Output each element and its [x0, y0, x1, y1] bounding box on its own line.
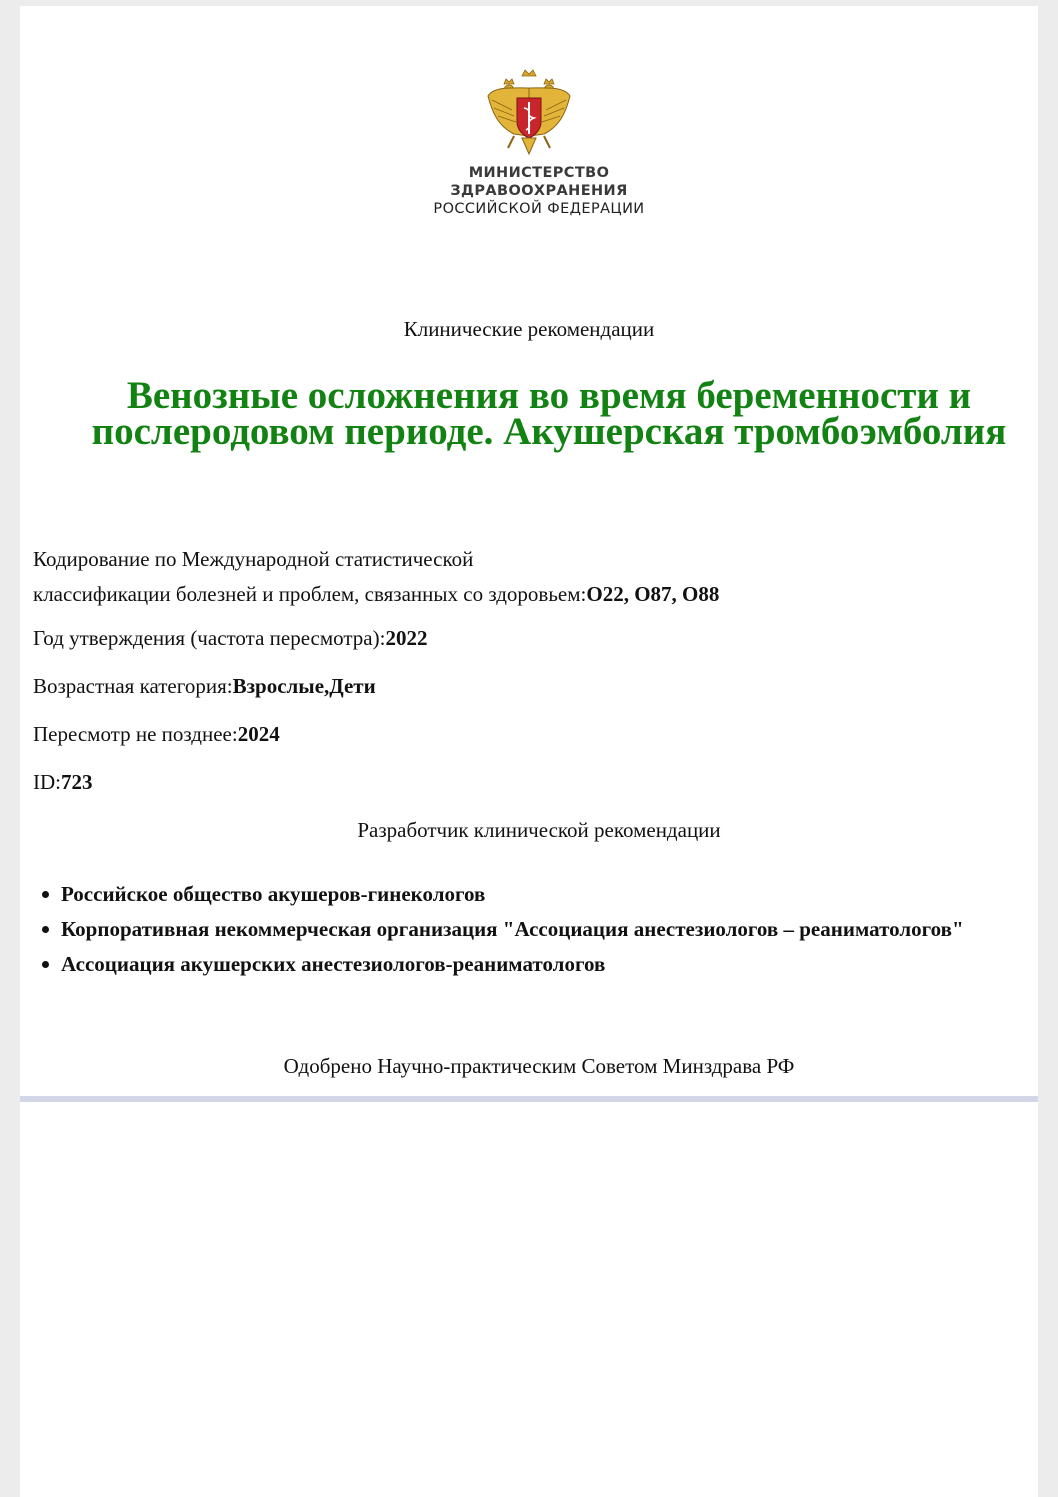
- ministry-line-2: ЗДРАВООХРАНЕНИЯ: [450, 183, 628, 199]
- review-deadline-value: 2024: [237, 722, 280, 746]
- ministry-line-3: РОССИЙСКОЙ ФЕДЕРАЦИИ: [433, 201, 645, 217]
- developers-heading: Разработчик клинической рекомендации: [357, 818, 721, 842]
- review-deadline: [33, 722, 1023, 747]
- list-item: Ассоциация акушерских анестезиологов-реаниматологов: [61, 947, 1044, 981]
- developers-list: [40, 877, 1044, 982]
- icd-coding: [33, 542, 1023, 612]
- ministry-name: [20, 164, 1058, 218]
- age-category-value: Взрослые,Дети: [232, 674, 376, 698]
- icd-line-2: [33, 577, 1023, 612]
- age-category-label: Возрастная категория:: [33, 674, 233, 698]
- approval-year-label: Год утверждения (частота пересмотра):: [33, 626, 386, 650]
- document-id-value: 723: [61, 770, 93, 794]
- document-page: [20, 6, 1038, 1497]
- icd-label-line-2: классификации болезней и проблем, связанных со здоровьем:: [33, 582, 587, 606]
- icd-codes: O22, O87, O88: [586, 582, 720, 606]
- document-title: Венозные осложнения во время беременности и послеродовом периоде. Акушерская тромбоэмболия: [91, 374, 1007, 453]
- age-category: [33, 674, 1023, 699]
- emblem-container: [20, 66, 1038, 167]
- approval-note: Одобрено Научно-практическим Советом Минздрава РФ: [283, 1054, 795, 1078]
- page-divider: [20, 1096, 1038, 1102]
- double-headed-eagle-emblem-icon: [484, 66, 574, 162]
- approval-year-value: 2022: [385, 626, 428, 650]
- document-id-label: ID:: [33, 770, 61, 794]
- list-item: Корпоративная некоммерческая организация "Ассоциация анестезиологов – реаниматологов": [61, 912, 1044, 946]
- icd-label-line-1: Кодирование по Международной статистической: [33, 547, 474, 571]
- document-type: Клинические рекомендации: [403, 317, 655, 341]
- list-item: Российское общество акушеров-гинекологов: [61, 877, 1044, 911]
- document-id: [33, 770, 1023, 795]
- approval-year: [33, 626, 1023, 651]
- ministry-line-1: МИНИСТЕРСТВО: [468, 165, 610, 181]
- review-deadline-label: Пересмотр не позднее:: [33, 722, 238, 746]
